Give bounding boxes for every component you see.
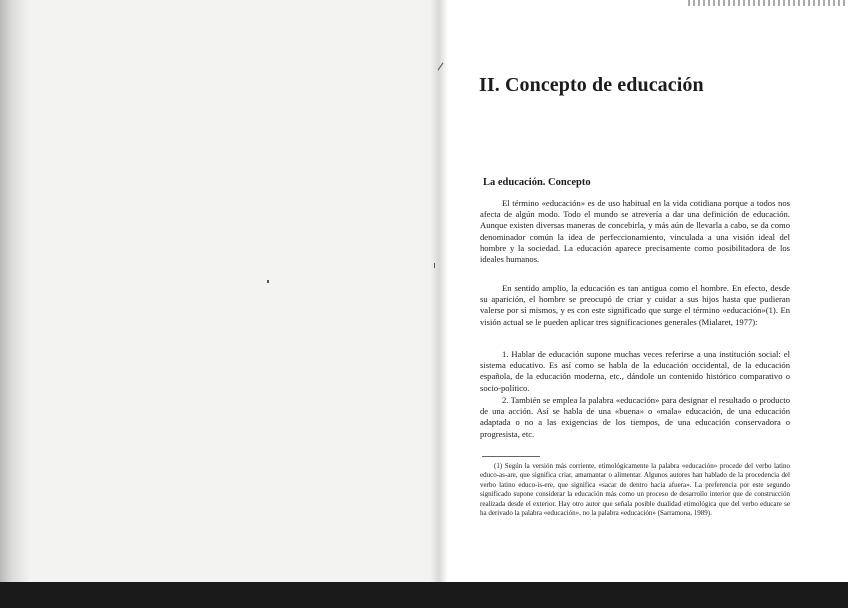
scan-bottom-edge bbox=[0, 582, 848, 608]
scan-mark bbox=[267, 280, 269, 283]
body-paragraph: 2. También se emplea la palabra «educación» para designar el resultado o producto de una acción. Así se habla de una «buena» o «mala» educación, de una educación adaptada o no a las exigencias de los tiempos, de una educación conservadora o progresista, etc. bbox=[480, 395, 790, 439]
body-paragraph: 1. Hablar de educación supone muchas veces referirse a una institución social: el sistema educativo. Es así como se habla de la educación occidental, de la educación española, de la educación moderna, etc., dándole un contenido histórico comparativo o socio-político. bbox=[480, 349, 790, 393]
body-paragraph: El término «educación» es de uso habitual en la vida cotidiana porque a todos nos afecta de algún modo. Todo el mundo se atrevería a dar una definición de educación. Aunque existen diversas maneras de concebirla, y más aún de llevarla a cabo, se da como denominador común la idea de perfeccionamiento, vinculada a una visión ideal del hombre y la sociedad. La educación aparece precisamente como posibilitadora de los ideales humanos. bbox=[480, 198, 790, 265]
left-page-edge-shadow bbox=[0, 0, 30, 608]
footnote: (1) Según la versión más corriente, etimológicamente la palabra «educación» procede del verbo latino educo-as-are, que significa criar, amamantar o alimentar. Algunos autores han hablado de la procedencia del verbo latino educo-is-ere, que significa «sacar de dentro hacia afuera». La preferencia por este segundo significado supone considerar la educación más como un proceso de desarrollo interior que de construcción realizada desde el exterior. Hay otro autor que señala posible dualidad etimológica que del verbo educare se ha derivado la palabra «educación», no la palabra «educación» (Sarramona, 1989). bbox=[480, 462, 790, 518]
section-heading: La educación. Concepto bbox=[483, 177, 591, 188]
scan-mark bbox=[434, 263, 435, 268]
book-gutter bbox=[430, 0, 448, 608]
footnote-divider bbox=[482, 456, 540, 457]
scan-speckle bbox=[688, 0, 848, 6]
body-paragraph: En sentido amplio, la educación es tan antigua como el hombre. En efecto, desde su aparición, el hombre se preocupó de criar y cuidar a sus hijos hasta que pudieran valerse por sí mismos, y es con este significado que surge el término «educación»(1). En visión actual se le pueden aplicar tres significaciones generales (Mialaret, 1977): bbox=[480, 283, 790, 327]
chapter-title: II. Concepto de educación bbox=[479, 74, 704, 96]
